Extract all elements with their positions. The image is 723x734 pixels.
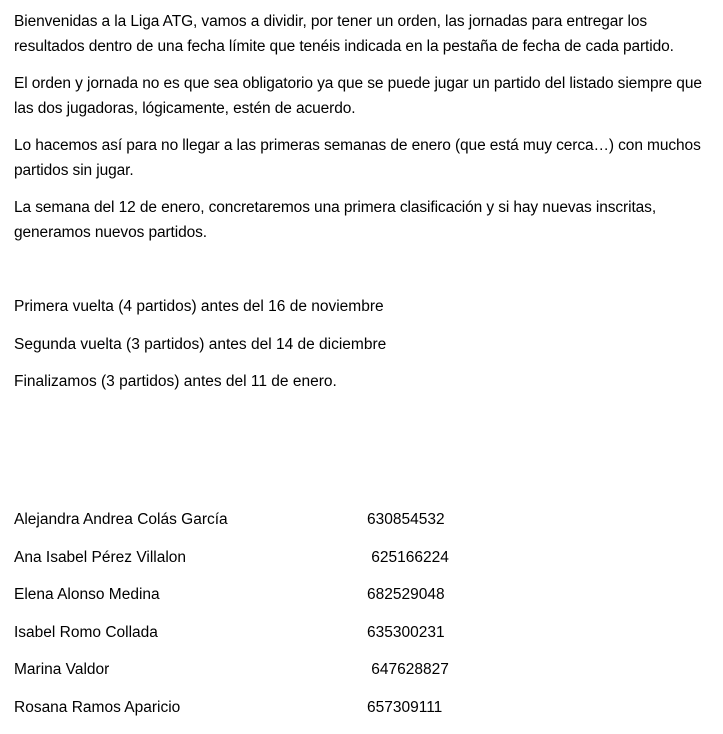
contact-name: Ana Isabel Pérez Villalon <box>14 548 187 566</box>
contact-row <box>14 508 714 546</box>
contact-name: Alejandra Andrea Colás García <box>14 511 228 528</box>
contact-phone: 682529048 <box>367 586 445 604</box>
rounds-list <box>14 295 714 394</box>
contact-row <box>14 621 714 659</box>
intro-paragraph: Bienvenidas a la Liga ATG, vamos a dividir, por tener un orden, las jornadas para entregar los resultados dentro de una fecha límite que tenéis indicada en la pestaña de fecha de cada partido. <box>14 13 674 55</box>
contact-phone: 635300231 <box>367 623 445 641</box>
round-first: Primera vuelta (4 partidos) antes del 16 de noviembre <box>14 298 384 315</box>
classification-paragraph: La semana del 12 de enero, concretaremos una primera clasificación y si hay nuevas inscritas, generamos nuevos partidos. <box>14 199 657 241</box>
contact-row <box>14 658 714 696</box>
contact-name: Isabel Romo Collada <box>14 623 158 641</box>
contact-row <box>14 696 714 734</box>
contact-name: Marina Valdor <box>14 661 110 679</box>
contact-row <box>14 546 714 584</box>
contact-phone: 625166224 <box>367 548 449 566</box>
contact-phone: 630854532 <box>367 511 445 528</box>
round-second: Segunda vuelta (3 partidos) antes del 14 de diciembre <box>14 335 387 353</box>
round-final: Finalizamos (3 partidos) antes del 11 de enero. <box>14 373 337 390</box>
contact-name: Rosana Ramos Aparicio <box>14 698 181 716</box>
contact-phone: 657309111 <box>367 698 443 716</box>
contacts-list <box>14 508 714 734</box>
reason-paragraph: Lo hacemos así para no llegar a las primeras semanas de enero (que está muy cerca…) con muchos partidos sin jugar. <box>14 137 701 179</box>
contact-row <box>14 583 714 621</box>
contact-phone: 647628827 <box>367 661 449 679</box>
order-paragraph: El orden y jornada no es que sea obligatorio ya que se puede jugar un partido del listado siempre que las dos jugadoras, lógicamente, estén de acuerdo. <box>14 75 702 117</box>
contact-name: Elena Alonso Medina <box>14 586 160 604</box>
document-body <box>14 10 714 408</box>
